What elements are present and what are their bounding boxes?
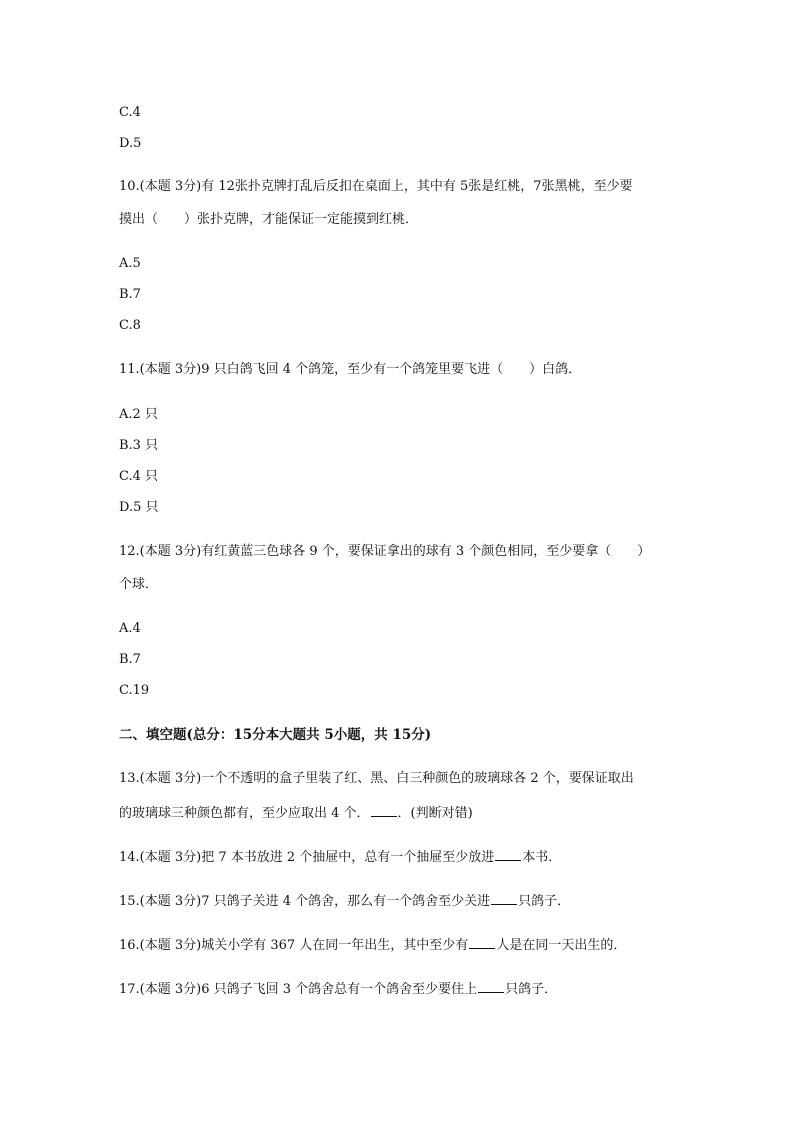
- answer-blank[interactable]: [371, 804, 397, 817]
- question-11-text: 11.(本题 3分)9 只白鸽飞回 4 个鸽笼，至少有一个鸽笼里要飞进（ ）白鸽．: [119, 362, 582, 377]
- q14-text-a: 14.(本题 3分)把 7 本书放进 2 个抽屉中，总有一个抽屉至少放进: [119, 850, 495, 865]
- q10-option-b: B.7: [119, 287, 141, 302]
- q12-option-c: C.19: [119, 683, 150, 698]
- answer-blank[interactable]: [495, 848, 521, 861]
- q16-text-b: 人是在同一天出生的．: [496, 938, 627, 953]
- question-15-text: [119, 892, 699, 910]
- question-10-text: 10.(本题 3分)有 12张扑克牌打乱后反扣在桌面上，其中有 5张是红桃，7张黑桃，至少要: [119, 179, 633, 194]
- q15-text-b: 只鸽子．: [518, 894, 571, 909]
- q12-option-a: A.4: [119, 621, 141, 636]
- q17-text-a: 17.(本题 3分)6 只鸽子飞回 3 个鸽舍总有一个鸽舍至少要住上: [119, 982, 478, 997]
- answer-blank[interactable]: [478, 980, 504, 993]
- q17-text-b: 只鸽子．: [505, 982, 558, 997]
- q13-text-a: 的玻璃球三种颜色都有，至少应取出 4 个．: [119, 806, 370, 821]
- question-13-text: 13.(本题 3分)一个不透明的盒子里装了红、黑、白三种颜色的玻璃球各 2 个，要保证取出: [119, 771, 634, 786]
- q11-option-b: B.3 只: [119, 438, 159, 453]
- question-17-text: [119, 980, 699, 998]
- question-13-text-cont: [119, 804, 699, 822]
- question-14-text: [119, 848, 699, 866]
- q12-option-b: B.7: [119, 652, 141, 667]
- q10-option-a: A.5: [119, 256, 141, 271]
- answer-blank[interactable]: [491, 892, 517, 905]
- question-10-text-cont: 摸出（ ）张扑克牌，才能保证一定能摸到红桃．: [119, 212, 419, 227]
- q11-option-c: C.4 只: [119, 469, 159, 484]
- question-12-text-cont: 个球．: [119, 577, 159, 592]
- q14-text-b: 本书．: [522, 850, 562, 865]
- q10-option-c: C.8: [119, 318, 141, 333]
- q16-text-a: 16.(本题 3分)城关小学有 367 人在同一年出生，其中至少有: [119, 938, 469, 953]
- section-heading: 二、填空题(总分：15分本大题共 5小题，共 15分): [119, 727, 432, 743]
- q11-option-d: D.5 只: [119, 500, 159, 515]
- q13-text-b: ．(判断对错): [397, 806, 473, 821]
- q15-text-a: 15.(本题 3分)7 只鸽子关进 4 个鸽舍，那么有一个鸽舍至少关进: [119, 894, 491, 909]
- option-c: C.4: [119, 105, 141, 120]
- answer-blank[interactable]: [469, 936, 495, 949]
- option-d: D.5: [119, 136, 142, 151]
- question-12-text: 12.(本题 3分)有红黄蓝三色球各 9 个，要保证拿出的球有 3 个颜色相同，至少要拿（ ）: [119, 544, 651, 559]
- question-16-text: [119, 936, 699, 954]
- q11-option-a: A.2 只: [119, 407, 158, 422]
